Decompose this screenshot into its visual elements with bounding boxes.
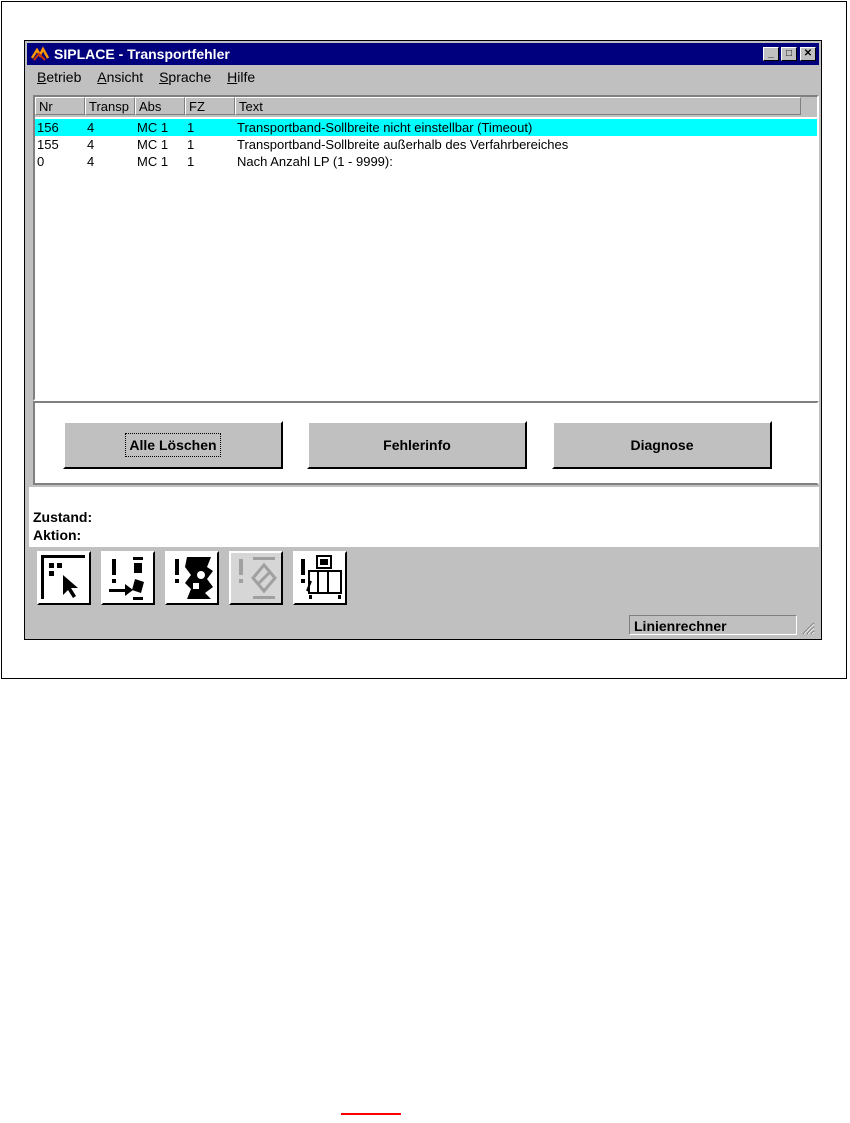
minimize-button[interactable] — [763, 47, 779, 61]
cell-fz: 1 — [187, 120, 195, 135]
tool-transport-button[interactable] — [229, 551, 283, 605]
red-underline-mark — [341, 1113, 401, 1115]
close-icon: ✕ — [803, 48, 813, 59]
menu-sprache[interactable] — [159, 69, 211, 85]
cell-text: Nach Anzahl LP (1 - 9999): — [237, 154, 393, 169]
cell-nr: 155 — [37, 137, 59, 152]
select-grid-icon — [39, 553, 89, 603]
state-label: Zustand: — [33, 509, 93, 525]
siplace-logo-icon — [31, 46, 49, 62]
table-row[interactable] — [35, 119, 817, 136]
menu-hilfe[interactable] — [227, 69, 255, 85]
menu-betrieb[interactable] — [37, 69, 81, 85]
status-area — [29, 487, 819, 547]
column-header-abs[interactable]: Abs — [135, 97, 185, 115]
clear-all-button[interactable] — [63, 421, 283, 469]
action-label: Aktion: — [33, 527, 82, 543]
table-row[interactable] — [35, 136, 817, 153]
line-computer-panel: Linienrechner — [629, 615, 797, 635]
diagnosis-button[interactable] — [552, 421, 772, 469]
error-info-label: Fehlerinfo — [383, 437, 451, 453]
menu-ansicht-mnemonic: A — [97, 69, 107, 85]
column-header-fz[interactable]: FZ — [185, 97, 235, 115]
resize-grip-icon[interactable] — [801, 621, 815, 635]
menu-betrieb-mnemonic: B — [37, 69, 47, 85]
cell-text: Transportband-Sollbreite nicht einstellbar (Timeout) — [237, 120, 533, 135]
cell-abs: MC 1 — [137, 137, 169, 152]
cell-fz: 1 — [187, 137, 195, 152]
tool-select-button[interactable] — [37, 551, 91, 605]
maximize-button[interactable] — [781, 47, 797, 61]
feed-error-icon — [103, 553, 153, 603]
menu-ansicht[interactable] — [97, 69, 143, 85]
cell-nr: 156 — [37, 120, 59, 135]
tool-station-error-button[interactable] — [293, 551, 347, 605]
action-button-panel — [33, 401, 819, 485]
error-info-button[interactable] — [307, 421, 527, 469]
cell-abs: MC 1 — [137, 120, 169, 135]
cell-transp: 4 — [87, 137, 95, 152]
cell-fz: 1 — [187, 154, 195, 169]
window-title: SIPLACE - Transportfehler — [54, 46, 230, 62]
menu-hilfe-label: ilfe — [237, 69, 256, 85]
station-error-icon — [295, 553, 345, 603]
transport-disabled-icon — [231, 553, 281, 603]
diagnosis-label: Diagnose — [630, 437, 694, 453]
menu-betrieb-label: etrieb — [46, 69, 82, 85]
title-bar — [27, 43, 819, 65]
cell-transp: 4 — [87, 120, 95, 135]
clear-all-label: Alle Löschen — [129, 437, 217, 453]
cell-nr: 0 — [37, 154, 45, 169]
cell-transp: 4 — [87, 154, 95, 169]
maximize-icon: □ — [785, 48, 793, 59]
cell-abs: MC 1 — [137, 154, 169, 169]
list-header — [35, 97, 817, 117]
close-button[interactable] — [800, 47, 816, 61]
app-window — [24, 40, 822, 640]
error-list[interactable] — [33, 95, 819, 401]
cell-text: Transportband-Sollbreite außerhalb des Verfahrbereiches — [237, 137, 569, 152]
menu-ansicht-label: nsicht — [106, 69, 144, 85]
tool-feed-error-button[interactable] — [101, 551, 155, 605]
menu-hilfe-mnemonic: H — [227, 69, 238, 85]
column-header-nr[interactable]: Nr — [35, 97, 85, 115]
menu-sprache-label: prache — [168, 69, 212, 85]
column-header-transp[interactable]: Transp — [85, 97, 135, 115]
status-bar — [29, 615, 817, 637]
tool-machine-error-button[interactable] — [165, 551, 219, 605]
machine-error-icon — [167, 553, 217, 603]
menu-sprache-mnemonic: S — [159, 69, 169, 85]
menu-bar — [29, 69, 267, 89]
minimize-icon: _ — [768, 48, 774, 59]
table-row[interactable] — [35, 153, 817, 170]
column-header-text[interactable]: Text — [235, 97, 801, 115]
